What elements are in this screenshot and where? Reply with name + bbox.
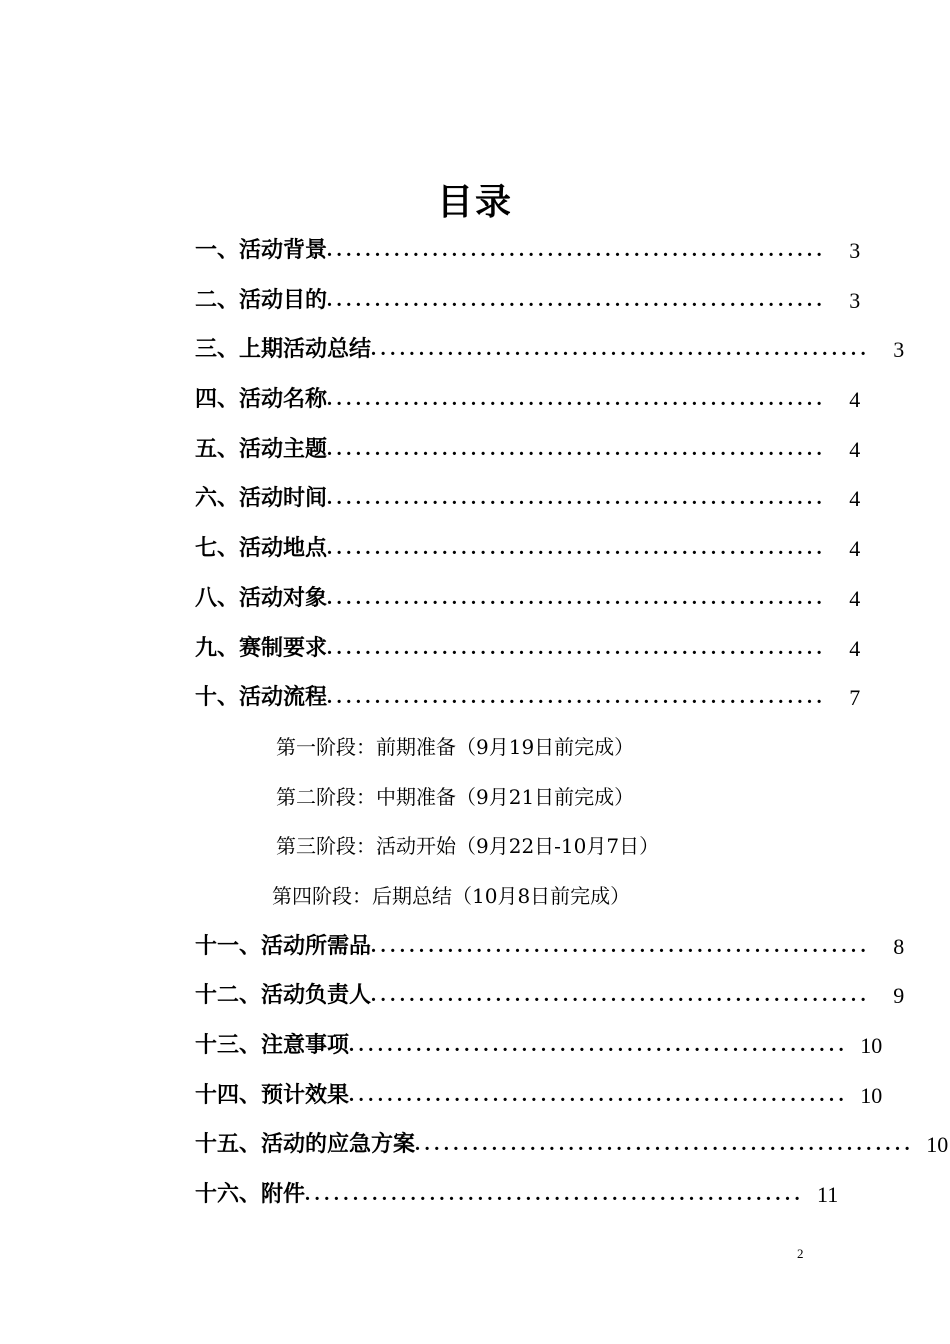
toc-entry-label: 八、活动对象 — [195, 584, 328, 611]
toc-entry-label: 十三、注意事项 — [195, 1032, 350, 1058]
toc-entry-label: 十四、预计效果 — [195, 1081, 350, 1108]
toc-dot-leader: .................................................... — [371, 934, 871, 957]
toc-dot-leader: .................................................... — [327, 487, 827, 510]
toc-entry-page: 7 — [849, 685, 861, 711]
toc-entry-page: 4 — [849, 635, 861, 661]
toc-sub-entry-2[interactable]: 第二阶段：中期准备（9月21日前完成） — [276, 784, 635, 809]
table-of-contents — [0, 226, 950, 1220]
toc-entry-10[interactable] — [0, 673, 861, 723]
toc-entry-page: 3 — [849, 238, 861, 263]
toc-entry-page: 11 — [817, 1182, 839, 1208]
toc-dot-leader: .................................................... — [327, 239, 827, 261]
toc-entry-7[interactable] — [0, 524, 861, 574]
toc-entry-6[interactable] — [0, 474, 861, 524]
toc-dot-leader: .................................................... — [371, 984, 871, 1007]
toc-dot-leader: .................................................... — [327, 288, 827, 311]
toc-entry-page: 4 — [849, 536, 861, 562]
toc-entry-label: 十、活动流程 — [195, 684, 328, 711]
toc-dot-leader: .................................................... — [349, 1034, 849, 1056]
toc-sub-entry-1[interactable]: 第一阶段：前期准备（9月19日前完成） — [276, 734, 635, 759]
toc-entry-page: 8 — [893, 933, 905, 959]
toc-dot-leader: .................................................... — [305, 1183, 805, 1206]
toc-title: 目录 — [436, 181, 513, 223]
toc-entry-label: 十二、活动负责人 — [195, 982, 372, 1009]
toc-entry-11[interactable] — [0, 922, 905, 972]
toc-dot-leader: .................................................... — [415, 1133, 915, 1156]
toc-entry-8[interactable] — [0, 574, 861, 624]
toc-entry-9[interactable] — [0, 624, 861, 674]
toc-dot-leader: .................................................... — [327, 686, 827, 709]
toc-entry-1[interactable] — [0, 226, 861, 276]
toc-entry-page: 4 — [849, 436, 861, 462]
toc-entry-label: 五、活动主题 — [195, 435, 328, 462]
toc-entry-label: 十六、附件 — [195, 1181, 306, 1208]
toc-sub-entry-3[interactable]: 第三阶段：活动开始（9月22日-10月7日） — [276, 834, 660, 859]
toc-dot-leader: .................................................... — [327, 388, 827, 411]
toc-entry-15[interactable] — [0, 1120, 949, 1170]
toc-entry-page: 10 — [860, 1082, 883, 1108]
toc-entry-page: 3 — [893, 337, 905, 363]
toc-entry-5[interactable] — [0, 425, 861, 475]
toc-entry-3[interactable] — [0, 325, 905, 375]
toc-entry-page: 9 — [893, 983, 905, 1009]
toc-entry-page: 10 — [860, 1033, 883, 1058]
toc-sub-entry-4[interactable]: 第四阶段：后期总结（10月8日前完成） — [272, 883, 631, 908]
toc-entry-label: 六、活动时间 — [195, 485, 328, 512]
toc-entry-page: 3 — [849, 287, 861, 313]
toc-entry-2[interactable] — [0, 276, 861, 326]
toc-dot-leader: .................................................... — [327, 586, 827, 609]
toc-dot-leader: .................................................... — [327, 636, 827, 659]
toc-dot-leader: .................................................... — [371, 338, 871, 361]
toc-entry-page: 4 — [849, 585, 861, 611]
toc-entry-label: 一、活动背景 — [195, 237, 328, 263]
toc-entry-label: 十五、活动的应急方案 — [195, 1131, 416, 1158]
toc-entry-14[interactable] — [0, 1071, 883, 1121]
toc-dot-leader: .................................................... — [327, 437, 827, 460]
toc-entry-13[interactable] — [0, 1021, 883, 1071]
toc-entry-page: 4 — [849, 486, 861, 512]
toc-dot-leader: .................................................... — [327, 537, 827, 560]
toc-entry-label: 三、上期活动总结 — [195, 336, 372, 363]
toc-entry-label: 七、活动地点 — [195, 535, 328, 562]
toc-entry-4[interactable] — [0, 375, 861, 425]
toc-entry-label: 二、活动目的 — [195, 286, 328, 313]
toc-entry-page: 4 — [849, 387, 861, 413]
toc-entry-label: 四、活动名称 — [195, 386, 328, 413]
toc-entry-label: 十一、活动所需品 — [195, 932, 372, 959]
toc-entry-page: 10 — [926, 1132, 949, 1158]
page-number: 2 — [797, 1246, 804, 1261]
toc-entry-12[interactable] — [0, 971, 905, 1021]
toc-entry-label: 九、赛制要求 — [195, 634, 328, 661]
toc-entry-16[interactable] — [0, 1170, 839, 1220]
toc-dot-leader: .................................................... — [349, 1083, 849, 1106]
